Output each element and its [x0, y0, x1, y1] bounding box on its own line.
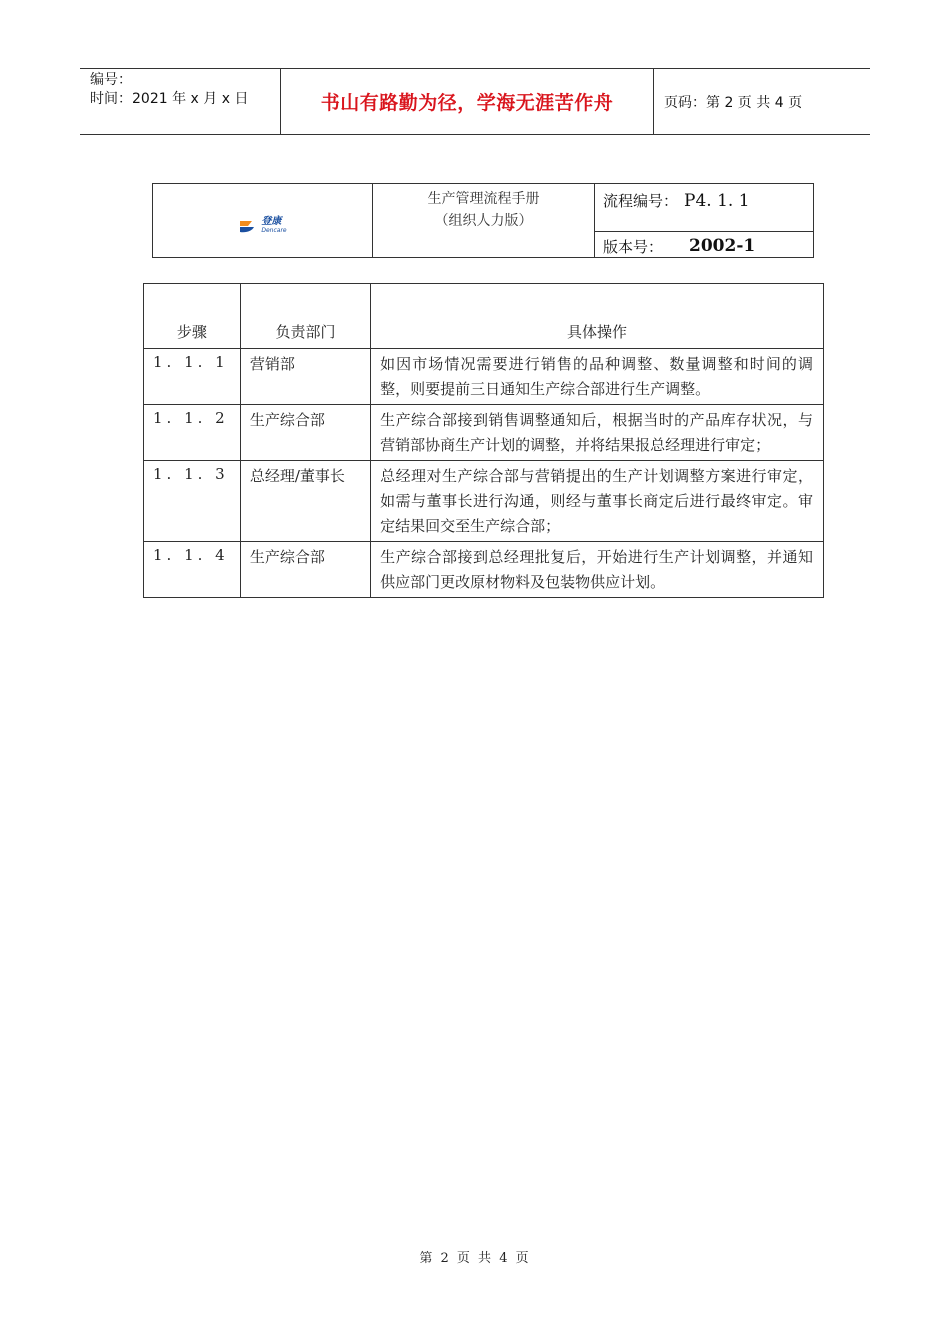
- operation: 生产综合部接到总经理批复后，开始进行生产计划调整，并通知供应部门更改原材物料及包装物供应计划。: [371, 542, 824, 598]
- number-label: 编号：: [90, 72, 132, 88]
- table-row: [144, 349, 824, 405]
- logo-cell: [153, 184, 373, 257]
- table-row: [144, 461, 824, 542]
- page-footer: 第 2 页 共 4 页: [419, 1251, 531, 1266]
- process-no-label: 流程编号：: [603, 192, 679, 210]
- department: 营销部: [240, 349, 370, 405]
- header-step: 步骤: [144, 284, 241, 349]
- manual-title-line2: （组织人力版）: [434, 213, 533, 229]
- table-header-row: [144, 284, 824, 349]
- header-operation: 具体操作: [371, 284, 824, 349]
- header-meta: [80, 69, 281, 134]
- manual-title: [373, 184, 595, 257]
- process-no-value: P4. 1. 1: [684, 191, 750, 211]
- department: 总经理/董事长: [240, 461, 370, 542]
- department: 生产综合部: [240, 405, 370, 461]
- page-info: 页码：第 2 页 共 4 页: [664, 94, 803, 111]
- table-row: [144, 405, 824, 461]
- department: 生产综合部: [240, 542, 370, 598]
- logo-en-text: Dencare: [261, 226, 287, 234]
- version-label: 版本号：: [603, 237, 664, 256]
- step-number: 1. 1. 2: [144, 405, 241, 461]
- doc-title-block: [152, 183, 814, 258]
- time-label: 时间：2021 年 x 月 x 日: [90, 91, 249, 107]
- page-header: [80, 68, 870, 135]
- operation: 如因市场情况需要进行销售的品种调整、数量调整和时间的调整，则要提前三日通知生产综合部进行生产调整。: [371, 349, 824, 405]
- process-no: [595, 184, 813, 232]
- step-number: 1. 1. 4: [144, 542, 241, 598]
- version: [595, 232, 813, 257]
- operation: 总经理对生产综合部与营销提出的生产计划调整方案进行审定，如需与董事长进行沟通，则经与董事长商定后进行最终审定。审定结果回交至生产综合部；: [371, 461, 824, 542]
- manual-title-line1: 生产管理流程手册: [427, 191, 540, 207]
- logo-mark-icon: [238, 218, 258, 234]
- logo-cn-text: 登康: [261, 215, 282, 227]
- steps-table: [143, 283, 824, 598]
- table-row: [144, 542, 824, 598]
- motto-text: 书山有路勤为径，学海无涯苦作舟: [281, 69, 654, 134]
- step-number: 1. 1. 3: [144, 461, 241, 542]
- version-value: 2002-1: [689, 236, 756, 256]
- header-dept: 负责部门: [240, 284, 370, 349]
- company-logo: [238, 217, 286, 235]
- step-number: 1. 1. 1: [144, 349, 241, 405]
- operation: 生产综合部接到销售调整通知后，根据当时的产品库存状况，与营销部协商生产计划的调整，并将结果报总经理进行审定；: [371, 405, 824, 461]
- doc-meta: [595, 184, 813, 257]
